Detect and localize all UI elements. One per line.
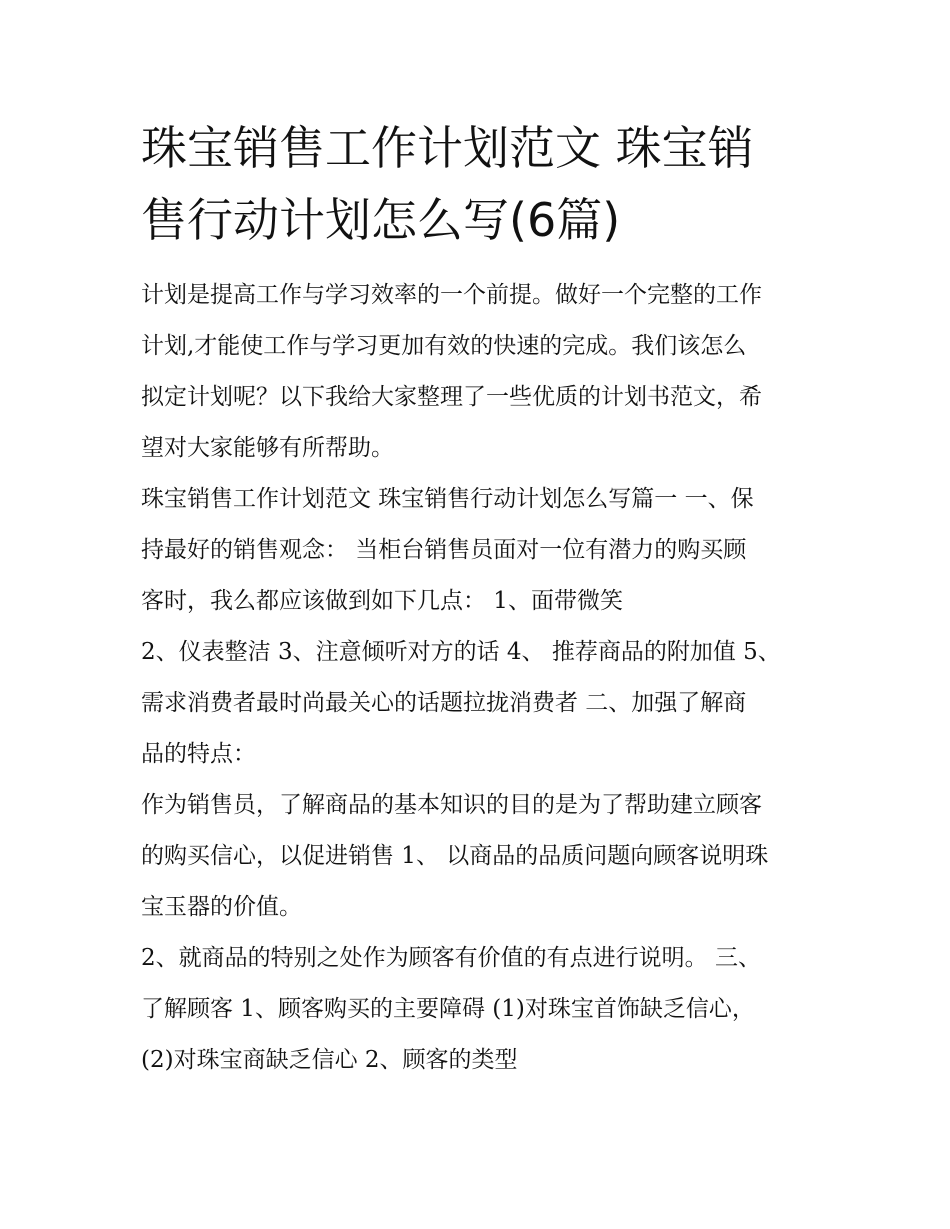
text-line: 计划,才能使工作与学习更加有效的快速的完成。我们该怎么 [141,333,747,359]
document-body [141,270,821,1086]
text-line: 2、仪表整洁 3、注意倾听对方的话 4、 推荐商品的附加值 5、 [141,639,781,665]
text-line: 宝玉器的价值。 [141,894,302,920]
paragraph-section-one [141,474,821,627]
text-line: 品的特点： [141,741,256,767]
paragraph-list-items [141,627,821,780]
paragraph-intro [141,270,821,474]
text-line: 计划是提高工作与学习效率的一个前提。做好一个完整的工作 [141,282,762,308]
title-line: 珠宝销售工作计划范文 珠宝销 [141,121,754,175]
document-page [141,112,821,1086]
text-line: 2、就商品的特别之处作为顾客有价值的有点进行说明。 三、 [141,945,761,971]
paragraph-product-knowledge [141,780,821,933]
text-line: 了解顾客 1、顾客购买的主要障碍 (1)对珠宝首饰缺乏信心， [141,996,755,1022]
text-line: 望对大家能够有所帮助。 [141,435,394,461]
text-line: (2)对珠宝商缺乏信心 2、顾客的类型 [141,1047,518,1073]
text-line: 珠宝销售工作计划范文 珠宝销售行动计划怎么写篇一 一、保 [141,486,754,512]
text-line: 客时，我么都应该做到如下几点： 1、面带微笑 [141,588,623,614]
document-title [141,112,821,256]
text-line: 持最好的销售观念： 当柜台销售员面对一位有潜力的购买顾 [141,537,747,563]
title-line: 售行动计划怎么写(6篇) [141,193,621,247]
text-line: 作为销售员，了解商品的基本知识的目的是为了帮助建立顾客 [141,792,762,818]
text-line: 拟定计划呢？以下我给大家整理了一些优质的计划书范文，希 [141,384,762,410]
text-line: 的购买信心，以促进销售 1、 以商品的品质问题向顾客说明珠 [141,843,769,869]
text-line: 需求消费者最时尚最关心的话题拉拢消费者 二、加强了解商 [141,690,747,716]
paragraph-customer [141,933,821,1086]
